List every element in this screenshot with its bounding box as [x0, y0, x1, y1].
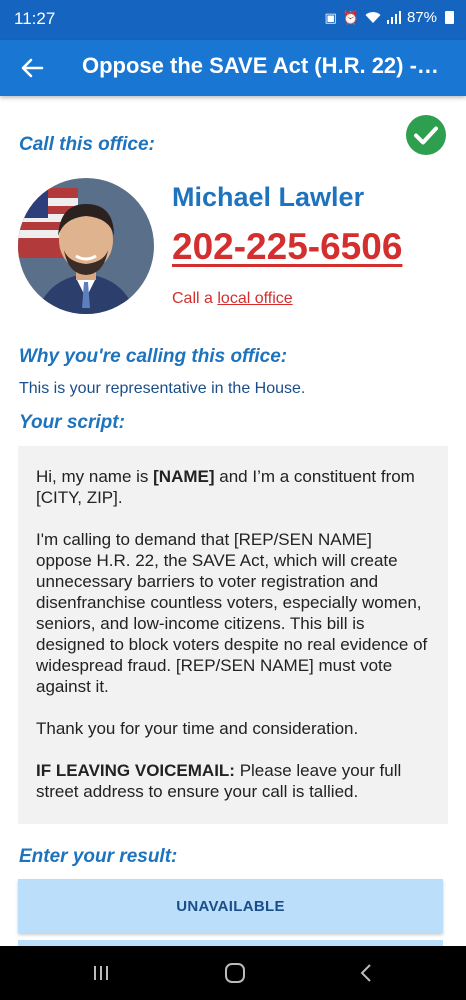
check-circle-icon: [405, 114, 447, 156]
result-heading: Enter your result:: [19, 846, 178, 867]
phone-number-link[interactable]: 202-225-6506: [172, 226, 403, 267]
battery-percent: 87%: [406, 9, 437, 26]
status-time: 11:27: [14, 9, 56, 28]
local-office-text: [172, 290, 293, 308]
alarm-icon: ⏰: [342, 9, 359, 25]
script-paragraph-4: IF LEAVING VOICEMAIL: Please leave your full street address to ensure your call is tallied.: [36, 761, 402, 801]
script-box: [18, 446, 448, 824]
arrow-left-icon[interactable]: [16, 52, 48, 84]
avatar: [18, 178, 154, 314]
system-nav-bar: [0, 946, 466, 1000]
battery-icon: [445, 11, 454, 24]
chevron-left-icon[interactable]: [352, 961, 382, 985]
app-bar: [0, 40, 466, 96]
script-paragraph-2: I'm calling to demand that [REP/SEN NAME] oppose H.R. 22, the SAVE Act, which will create unnecessary barriers to voter registration and disenfranchise countless voters, especially women, seniors, and low-income citizens. This bill is designed to block voters despite no real evidence of widespread fraud. [REP/SEN NAME] must vote against it.: [36, 530, 428, 696]
script-heading: Your script:: [19, 412, 125, 433]
local-office-prefix: Call a: [172, 290, 218, 307]
status-bar: [0, 0, 466, 40]
wifi-icon: [365, 11, 381, 24]
call-office-heading: Call this office:: [19, 134, 155, 155]
home-icon[interactable]: [220, 961, 250, 985]
name-placeholder: [NAME]: [153, 467, 215, 486]
notification-icon: ▣: [324, 9, 337, 25]
reason-heading: Why you're calling this office:: [19, 346, 288, 367]
rep-name: Michael Lawler: [172, 182, 365, 212]
unavailable-button[interactable]: UNAVAILABLE: [18, 879, 443, 933]
reason-text: This is your representative in the House.: [19, 380, 306, 397]
page-title: Oppose the SAVE Act (H.R. 22) -…: [82, 53, 439, 78]
voicemail-label: IF LEAVING VOICEMAIL:: [36, 761, 235, 780]
script-paragraph-1: Hi, my name is [NAME] and I’m a constituent from [CITY, ZIP].: [36, 467, 415, 507]
script-paragraph-3: Thank you for your time and consideration.: [36, 719, 359, 738]
signal-icon: [387, 11, 401, 24]
recents-icon[interactable]: [86, 961, 116, 985]
local-office-link[interactable]: local office: [217, 290, 293, 307]
status-icons: [324, 9, 454, 26]
